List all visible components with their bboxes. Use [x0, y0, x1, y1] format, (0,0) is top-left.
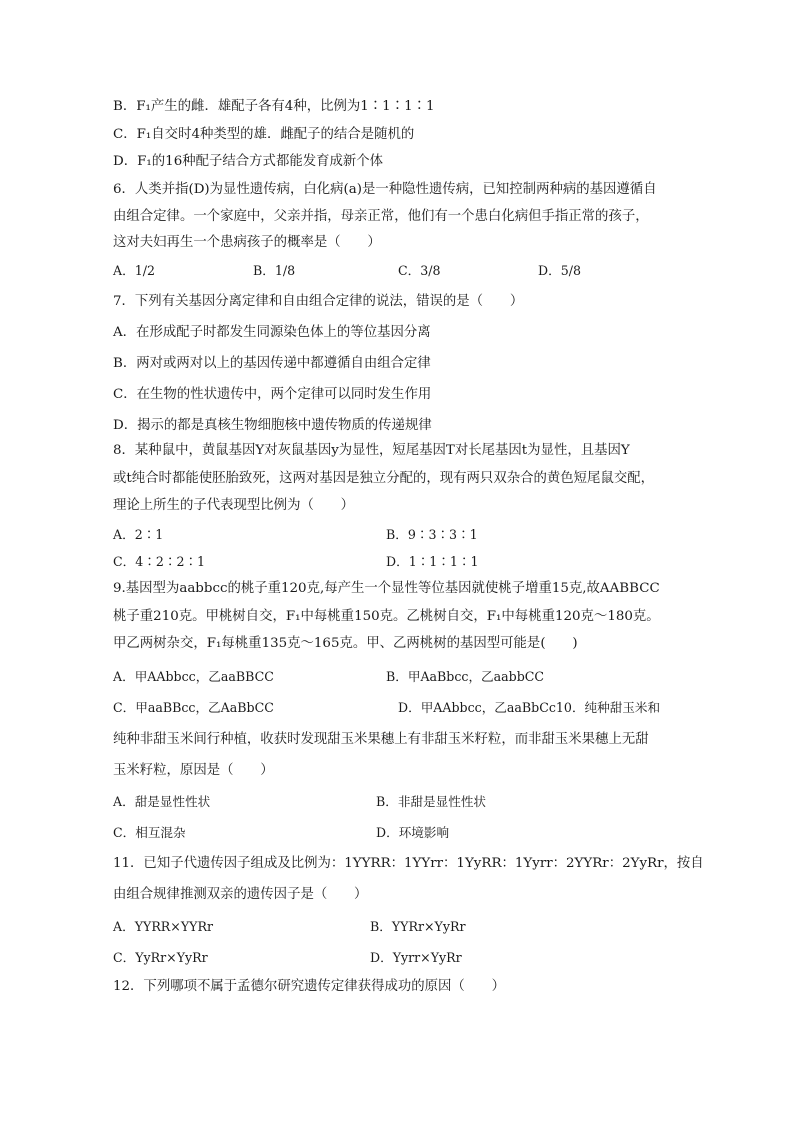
- q8-stem-line3: 理论上所生的子代表现型比例为（ ）: [113, 498, 355, 513]
- q11-stem-line1: 11．已知子代遗传因子组成及比例为：1YYRR：1YYrr：1YyRR：1Yyrr：2YYRr：2YyRr，按自: [113, 856, 704, 871]
- q10-stem-start: 10．纯种甜玉米和: [555, 700, 661, 715]
- q6-option-b: B．1/8: [253, 263, 296, 278]
- q10-option-d: D．环境影响: [376, 825, 450, 840]
- q6-option-c: C．3/8: [398, 263, 441, 278]
- q7-stem: 7．下列有关基因分离定律和自由组合定律的说法，错误的是（ ）: [113, 294, 524, 309]
- q9-stem-line2: 桃子重210克。甲桃树自交，F₁中每桃重150克。乙桃树自交，F₁中每桃重120克～180克。: [113, 609, 660, 624]
- q7-option-a: A．在形成配子时都发生同源染色体上的等位基因分离: [113, 325, 431, 340]
- q5-option-d: D．F₁的16种配子结合方式都能发育成新个体: [113, 154, 384, 169]
- q6-stem-line1: 6．人类并指(D)为显性遗传病，白化病(a)是一种隐性遗传病，已知控制两种病的基因遵循自: [113, 182, 657, 197]
- q9-option-d: [398, 699, 660, 717]
- q10-stem-line2: 纯种非甜玉米间行种植，收获时发现甜玉米果穗上有非甜玉米籽粒，而非甜玉米果穗上无甜: [113, 732, 649, 747]
- q9-option-c: C．甲aaBBcc，乙AaBbCC: [113, 700, 274, 715]
- q10-stem-line3: 玉米籽粒，原因是（ ）: [113, 763, 274, 778]
- q10-option-b: B．非甜是显性性状: [376, 794, 487, 809]
- q9-stem-line3: 甲乙两树杂交，F₁每桃重135克～165克。甲、乙两桃树的基因型可能是( ): [113, 636, 578, 651]
- q12-stem: 12．下列哪项不属于孟德尔研究遗传定律获得成功的原因（ ）: [113, 979, 505, 994]
- q7-option-d: D．揭示的都是真核生物细胞核中遗传物质的传递规律: [113, 418, 432, 433]
- q7-option-c: C．在生物的性状遗传中，两个定律可以同时发生作用: [113, 387, 432, 402]
- q5-option-c: C．F₁自交时4种类型的雄．雌配子的结合是随机的: [113, 127, 415, 142]
- q6-stem-line2: 由组合定律。一个家庭中，父亲并指，母亲正常，他们有一个患白化病但手指正常的孩子，: [113, 209, 649, 224]
- q10-option-c: C．相互混杂: [113, 825, 186, 840]
- q9-option-b: B．甲AaBbcc，乙aabbCC: [386, 669, 545, 684]
- q8-stem-line1: 8．某种鼠中，黄鼠基因Y对灰鼠基因y为显性，短尾基因T对长尾基因t为显性，且基因Y: [113, 443, 630, 458]
- q9-stem-line1: 9.基因型为aabbcc的桃子重120克,每产生一个显性等位基因就使桃子增重15克,故AABBCC: [113, 581, 660, 596]
- q11-option-a: A．YYRR×YYRr: [113, 919, 213, 934]
- q10-option-a: A．甜是显性性状: [113, 794, 211, 809]
- q11-option-d: D．Yyrr×YyRr: [370, 950, 462, 965]
- q9-option-a: A．甲AAbbcc，乙aaBBCC: [113, 669, 274, 684]
- q6-stem-line3: 这对夫妇再生一个患病孩子的概率是（ ）: [113, 235, 381, 250]
- q8-option-a: A．2∶1: [113, 527, 164, 542]
- q6-option-d: D．5/8: [538, 263, 581, 278]
- q7-option-b: B．两对或两对以上的基因传递中都遵循自由组合定律: [113, 356, 431, 371]
- q8-option-d: D．1∶1∶1∶1: [386, 554, 479, 569]
- q8-stem-line2: 或t纯合时都能使胚胎致死，这两对基因是独立分配的，现有两只双杂合的黄色短尾鼠交配，: [113, 471, 655, 486]
- q11-option-b: B．YYRr×YyRr: [370, 919, 466, 934]
- q8-option-b: B．9∶3∶3∶1: [386, 527, 478, 542]
- q8-option-c: C．4∶2∶2∶1: [113, 554, 206, 569]
- q11-stem-line2: 由组合规律推测双亲的遗传因子是（ ）: [113, 887, 368, 902]
- q11-option-c: C．YyRr×YyRr: [113, 950, 208, 965]
- q9-option-d-text: D．甲AAbbcc，乙aaBbCc: [398, 700, 556, 715]
- q5-option-b: B．F₁产生的雌．雄配子各有4种，比例为1∶1∶1∶1: [113, 99, 435, 114]
- q6-option-a: A．1/2: [113, 263, 155, 278]
